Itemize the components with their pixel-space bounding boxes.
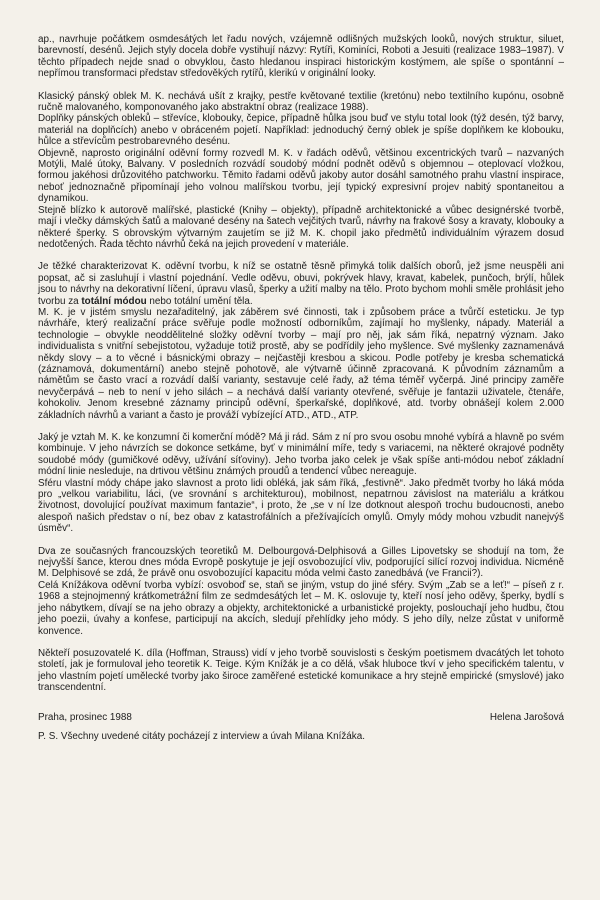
paragraph-3: [38, 261, 564, 421]
author-name: Helena Jarošová: [489, 711, 564, 723]
paragraph-2: Klasický pánský oblek M. K. nechává ušít z krajky, pestře květované textilie (kretónu) nebo textilního kupónu, osobně ručně malovaného, komponovaného jako abstraktní obraz (realizace 1988). Doplňky pánských obleků – střevíce, klobouky, čepice, případně hůlka jsou buď ve stylu total look (týž desén, týž barvy, materiál na doplňcích) anebo v obráceném pojetí. Například: jednoduchý černý oblek je spíše doplňkem ke klobouku, hůlce a střevícům pestrobarevného desénu. Objevně, naprosto originální oděvní formy rozvedl M. K. v řadách oděvů, většinou excentrických tvarů – nazvaných Motýli, Malé útoky, Balvany. V posledních rozvádí soudobý módní podnět oděvů s objemnou – oteplovací vložkou, formou jakéhosi drůzovitého patchworku. Těmito řadami oděvů jakoby autor dosáhl samotného prahu vlastní inspirace, neboť jednoznačně připomínají jeho volnou malířskou tvorbu, její typický expresivní projev nabitý spontaneitou a dynamikou. Stejně blízko k autorově malířské, plastické (Knihy – objekty), případně architektonické a vůbec designérské tvorbě, mají i vlečky dámských šatů a malované desény na šatech vejčitých tvarů, návrhy na frakové šosy a kravaty, klobouky a některé šperky. S obrovským výtvarným zaujetím se již M. K. chopil jako předmětů individuálním výrazem dosud nedotčených. Řada těchto návrhů čeká na jejich provedení v materiále.: [38, 90, 564, 250]
signature-row: [38, 712, 564, 723]
paragraph-4: Jaký je vztah M. K. ke konzumní či komerční módě? Má ji rád. Sám z ní pro svou osobu mnohé vybírá a hlavně po svém kombinuje. V jeho návrzích se dokonce setkáme, byť v minimální míře, tedy s variacemi, na některé okrajové podněty soudobé módy (gumičkové oděvy, užívání síťoviny). Jeho tvorba jako celek je však spíše anti-módou neboť základní módní linie nesleduje, na drtivou většinu známých proudů a tendencí vůbec nereaguje. Sféru vlastní módy chápe jako slavnost a proto lidi obléká, jak sám říká, „festivně“. Jako předmět tvorby ho láká móda pro „velkou variabilitu, láci, (ve srovnání s architekturou), mobilnost, nepatrnou závislost na materiálu a krátkou životnost, dovolující používat maximum fantazie“, i proto, že „se v ní lze dotknout alespoň trochu budoucnosti, anebo alespoň našich představ o ní, bez obav z katastrofálních a přežívajících omylů. Omyly módy mohou vzbudit nanejvýš úsměv“.: [38, 432, 564, 535]
article-body: [38, 34, 564, 753]
paragraph-6: Někteří posuzovatelé K. díla (Hoffman, Strauss) vidí v jeho tvorbě souvislosti s českým poetismem dvacátých let tohoto století, jak je formuloval jeho teoretik K. Teige. Kým Knížák je a co dělá, však hluboce tkví v jeho specifickém talentu, v jeho vlastním pojetí umělecké tvorby jako široce zaměřené estetické komunikace a hry stejně empirické (smyslové) jako transcendentní.: [38, 647, 564, 694]
paragraph-1: ap., navrhuje počátkem osmdesátých let řadu nových, vzájemně odlišných mužských looků, nových struktur, siluet, barevností, desénů. Jejich styly docela dobře vystihují názvy: Rytíři, Kominíci, Roboti a Jesuiti (realizace 1983–1987). V těchto případech nejde snad o obvyklou, často hledanou inspiraci historickým kostýmem, ale spíše o spontánní – nepřímou transformaci představ středověkých rytířů, klerikú v originální looky.: [38, 34, 564, 80]
postscript: P. S. Všechny uvedené citáty pocházejí z interview a úvah Milana Knížáka.: [38, 730, 365, 742]
paragraph-5: Dva ze současných francouzských teoretiků M. Delbourgová-Delphisová a Gilles Lipovetsky se shodují na tom, že nejvyšší šance, kterou dnes móda Evropě poskytuje je její osvobozující vliv, podporující silící rozvoj individua. Nicméně M. Delphisové se zdá, že právě onu osvobozující kapacitu móda velmi často zanedbává (ve Francii?). Celá Knížákova oděvní tvorba vybízí: osvoboď se, staň se jiným, vstup do jiné sféry. Svým „Zab se a leť!“ – píseň z r. 1968 a stejnojmenný krátkometrážní film ze sedmdesátých let – M. K. oslovuje ty, kteří nosí jeho oděvy, šperky, bydlí s jeho nábytkem, dívají se na jeho obrazy a objekty, architektonické a urbanistické projekty, poslouchají jeho hudbu, čtou jeho poezii, úvahy a konfese, participují na akcích, sledují přehlídky jeho módy. S jeho díly, nelze zůstat v uniformě konvence.: [38, 545, 564, 637]
emphasis-total-fashion: totální módou: [81, 295, 147, 307]
place-date: Praha, prosinec 1988: [38, 711, 132, 723]
paragraph-3-start: Je těžké charakterizovat K. oděvní tvorbu, k níž se ostatně těsně přimyká tolik dalších oborů, jež jsme neuspěli ani popsat, ač si zasluhují i vlastní pojednání. Vedle oděvu, obuvi, pokrývek hlavy, kravat, kabelek, punčoch, brýlí, hůlek jsou to návrhy na dekorativní líčení, úpravu vlasů, šperky a užití malby na tělo. Proto bychom mohli směle prohlásit jeho tvorbu za: [38, 261, 564, 307]
paragraph-3-rest: nebo totální umění těla. M. K. je v jistém smyslu nezařaditelný, jak záběrem své činnosti, tak i způsobem práce a tvůrčí esteticku. Je typ návrháře, který realizační práce svěřuje podle možností odborníkům, zajímají ho myšlenky, nápady. Materiál a technologie – obvykle neoddělitelné složky oděvní tvorby – mají pro něj, jak sám říká, nepatrný význam. Jako individualista s vnitřní sebejistotou, vyžaduje totiž prostě, aby se podřídily jeho myšlence. Své myšlenky zaznamenává někdy slovy – a to věcné i básnickými obrazy – nejčastěji kresbou a skicou. Podle potřeby je kresba schematická (záznamová, dokumentární) anebo stejně pohotově, ale výtvarně účinně zpracovaná. K původním záznamům a námětům se často vrací a rozvádí další varianty, sestavuje celé řady, až téma téměř vyčerpá. Jiné principy zaměře nevyčerpává – neb to není v jeho silách – a nechává další varianty otevřené, svěřuje je fantazii uživatele, čtenáře, kohokoliv. Jenom kresebné záznamy principů oděvní, šperkařské, doplňkové, atd. tvorby obnášejí kolem 2.000 základních návrhů a variant a často je prováží vybízející ATD., ATD., ATP.: [38, 295, 564, 421]
